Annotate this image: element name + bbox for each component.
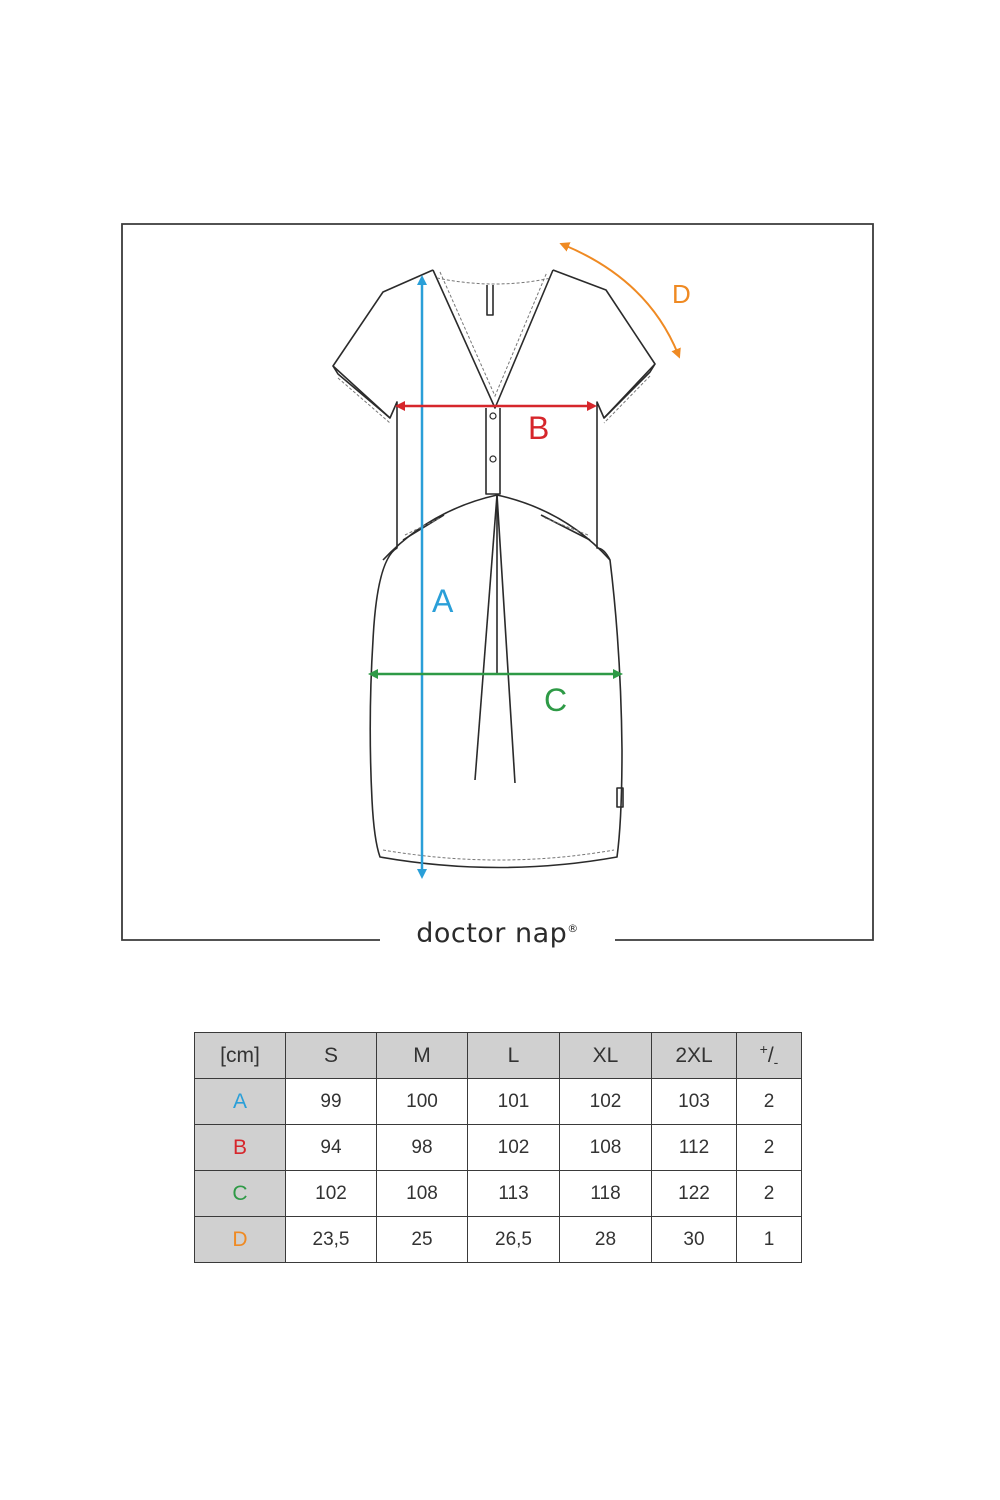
size-header: M <box>377 1033 468 1079</box>
table-cell: 102 <box>286 1171 377 1217</box>
tolerance-cell: 2 <box>737 1125 802 1171</box>
table-row <box>195 1125 802 1171</box>
table-row <box>195 1171 802 1217</box>
size-header: XL <box>560 1033 652 1079</box>
brand-name: doctor nap <box>416 918 568 949</box>
tolerance-header: $^+/_-$ <box>737 1033 802 1079</box>
table-cell: 23,5 <box>286 1217 377 1263</box>
label-d: D <box>672 279 691 309</box>
row-label-b: B <box>195 1125 286 1171</box>
brand-logo <box>380 918 615 949</box>
table-cell: 108 <box>560 1125 652 1171</box>
size-table <box>194 1032 802 1263</box>
row-label-a: A <box>195 1079 286 1125</box>
table-cell: 103 <box>652 1079 737 1125</box>
table-cell: 122 <box>652 1171 737 1217</box>
label-a: A <box>432 583 454 619</box>
table-cell: 102 <box>468 1125 560 1171</box>
table-header-row <box>195 1033 802 1079</box>
table-cell: 98 <box>377 1125 468 1171</box>
row-label-d: D <box>195 1217 286 1263</box>
table-cell: 25 <box>377 1217 468 1263</box>
table-cell: 112 <box>652 1125 737 1171</box>
dress-outline <box>333 270 655 868</box>
tolerance-cell: 1 <box>737 1217 802 1263</box>
table-cell: 99 <box>286 1079 377 1125</box>
table-cell: 30 <box>652 1217 737 1263</box>
table-cell: 94 <box>286 1125 377 1171</box>
table-cell: 101 <box>468 1079 560 1125</box>
row-label-c: C <box>195 1171 286 1217</box>
table-cell: 28 <box>560 1217 652 1263</box>
measure-arrow-d <box>564 245 678 354</box>
table-cell: 100 <box>377 1079 468 1125</box>
size-header: 2XL <box>652 1033 737 1079</box>
registered-mark: ® <box>567 922 579 935</box>
label-b: B <box>528 410 550 446</box>
size-header: S <box>286 1033 377 1079</box>
tolerance-cell: 2 <box>737 1171 802 1217</box>
table-cell: 113 <box>468 1171 560 1217</box>
table-cell: 102 <box>560 1079 652 1125</box>
unit-header: [cm] <box>195 1033 286 1079</box>
table-row <box>195 1217 802 1263</box>
table-cell: 118 <box>560 1171 652 1217</box>
buttons <box>490 413 496 462</box>
label-c: C <box>544 682 568 718</box>
table-cell: 108 <box>377 1171 468 1217</box>
table-row <box>195 1079 802 1125</box>
size-header: L <box>468 1033 560 1079</box>
tolerance-cell: 2 <box>737 1079 802 1125</box>
table-cell: 26,5 <box>468 1217 560 1263</box>
